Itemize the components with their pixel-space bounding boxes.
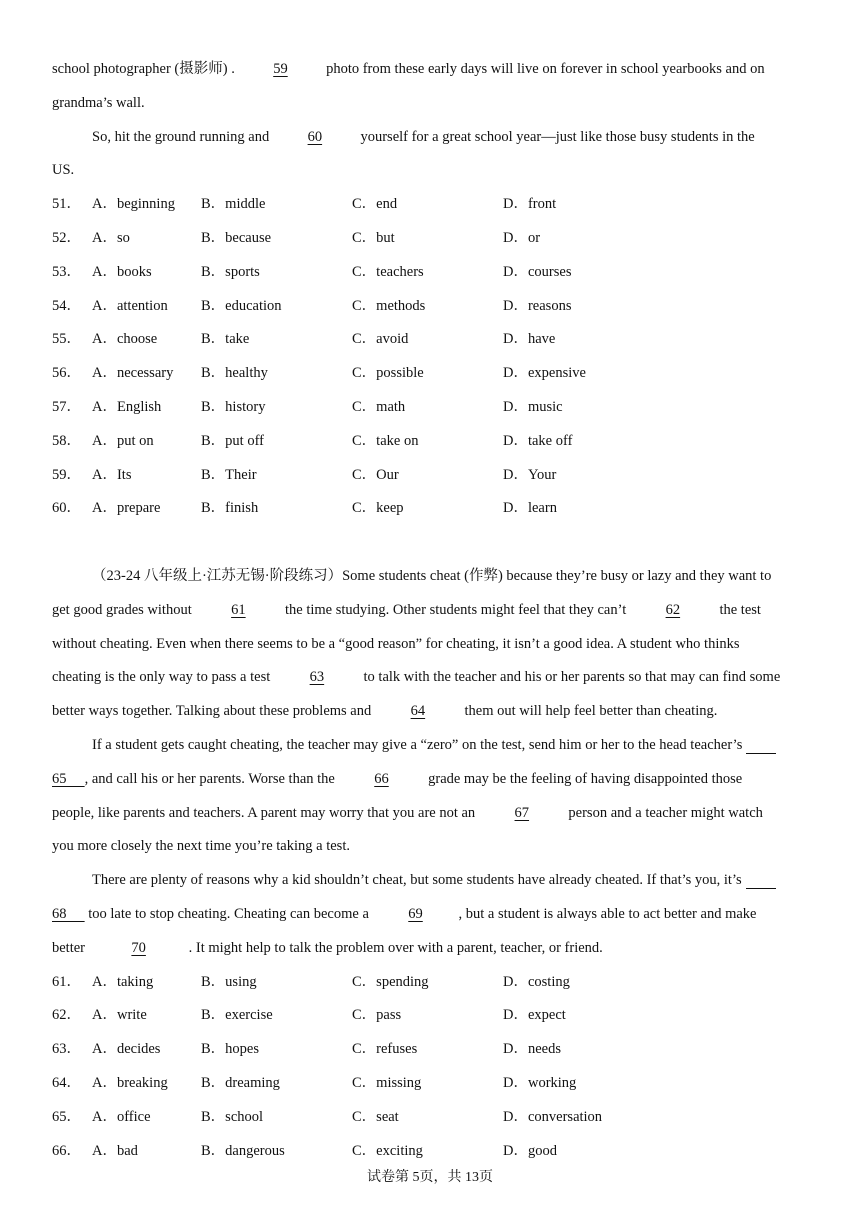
passage-line bbox=[52, 763, 812, 797]
text-span: . It might help to talk the problem over with a parent, teacher, or friend. bbox=[188, 939, 603, 956]
option-b: B．school bbox=[201, 1108, 264, 1125]
question-number: 54． bbox=[52, 297, 81, 314]
option-b: B．hopes bbox=[201, 1041, 259, 1058]
passage-line: without cheating. Even when there seems to be a “good reason” for cheating, it isn’t a good idea. A student who thinks bbox=[52, 635, 740, 652]
option-a: A．write bbox=[92, 1007, 147, 1024]
option-d: D．expensive bbox=[503, 365, 586, 382]
option-d: D．needs bbox=[503, 1041, 561, 1058]
passage-line bbox=[52, 594, 812, 628]
passage-line bbox=[52, 864, 812, 898]
blank-line bbox=[746, 872, 776, 889]
question-row bbox=[52, 1033, 812, 1067]
question-number: 51． bbox=[52, 196, 81, 213]
question-row bbox=[52, 323, 812, 357]
option-d: D．good bbox=[503, 1142, 557, 1159]
question-row bbox=[52, 966, 812, 1000]
blank-61: 61 bbox=[231, 601, 246, 618]
blank-66: 66 bbox=[374, 770, 389, 787]
question-number: 57． bbox=[52, 398, 81, 415]
question-list-51-60 bbox=[52, 188, 812, 526]
question-row bbox=[52, 999, 812, 1033]
option-d: D．reasons bbox=[503, 297, 572, 314]
option-b: B．finish bbox=[201, 500, 259, 517]
question-number: 63． bbox=[52, 1041, 81, 1058]
option-c: C．Our bbox=[352, 466, 399, 483]
question-number: 53． bbox=[52, 263, 81, 280]
passage-line: US. bbox=[52, 162, 75, 179]
option-a: A．attention bbox=[92, 297, 168, 314]
option-a: A．English bbox=[92, 398, 162, 415]
text-span: too late to stop cheating. Cheating can become a bbox=[88, 905, 369, 922]
question-row bbox=[52, 391, 812, 425]
option-b: B．education bbox=[201, 297, 282, 314]
option-c: C．keep bbox=[352, 500, 404, 517]
option-d: D．have bbox=[503, 331, 556, 348]
option-c: C．missing bbox=[352, 1074, 422, 1091]
option-b: B．middle bbox=[201, 196, 266, 213]
option-a: A．taking bbox=[92, 973, 154, 990]
text-span: If a student gets caught cheating, the teacher may give a “zero” on the test, send him or her to the head teacher’s bbox=[92, 736, 743, 753]
blank-64: 64 bbox=[410, 703, 426, 720]
option-d: D．music bbox=[503, 398, 563, 415]
text-span: photo from these early days will live on forever in school yearbooks and on bbox=[326, 61, 765, 77]
option-a: A．beginning bbox=[92, 196, 175, 213]
option-c: C．but bbox=[352, 229, 395, 246]
option-d: D．learn bbox=[503, 500, 557, 517]
question-number: 55． bbox=[52, 331, 81, 348]
question-row bbox=[52, 256, 812, 290]
spacer bbox=[52, 526, 812, 560]
option-b: B．dreaming bbox=[201, 1074, 280, 1091]
question-number: 64． bbox=[52, 1074, 81, 1091]
question-row bbox=[52, 1067, 812, 1101]
question-number: 65． bbox=[52, 1108, 81, 1125]
question-row bbox=[52, 1101, 812, 1135]
blank-67: 67 bbox=[514, 804, 530, 821]
exam-page bbox=[52, 53, 812, 1168]
question-number: 58． bbox=[52, 432, 81, 449]
option-c: C．exciting bbox=[352, 1142, 423, 1159]
passage-line bbox=[52, 53, 812, 87]
option-b: B．using bbox=[201, 973, 257, 990]
passage-line bbox=[52, 898, 812, 932]
text-span: cheating is the only way to pass a test bbox=[52, 669, 271, 686]
blank-60: 60 bbox=[307, 128, 323, 145]
option-c: C．methods bbox=[352, 297, 426, 314]
text-span: to talk with the teacher and his or her parents so that may can find some bbox=[363, 669, 781, 686]
option-b: B．because bbox=[201, 229, 272, 246]
text-span: There are plenty of reasons why a kid shouldn’t cheat, but some students have already cheated. If that’s you, it’s bbox=[92, 872, 742, 889]
question-number: 59． bbox=[52, 466, 81, 483]
option-c: C．possible bbox=[352, 365, 424, 382]
passage-line bbox=[52, 932, 812, 966]
text-span: the time studying. Other students might feel that they can’t bbox=[285, 601, 627, 618]
option-c: C．refuses bbox=[352, 1041, 418, 1058]
option-a: A．decides bbox=[92, 1041, 161, 1058]
blank-59: 59 bbox=[273, 61, 288, 77]
option-b: B．put off bbox=[201, 432, 264, 449]
text-span: yourself for a great school year—just like those busy students in the bbox=[360, 128, 755, 145]
text-span: , and call his or her parents. Worse than the bbox=[84, 770, 335, 787]
option-d: D．Your bbox=[503, 466, 557, 483]
text-span: better ways together. Talking about these problems and bbox=[52, 703, 372, 720]
option-c: C．seat bbox=[352, 1108, 399, 1125]
option-c: C．avoid bbox=[352, 331, 409, 348]
option-b: B．sports bbox=[201, 263, 260, 280]
text-span: people, like parents and teachers. A parent may worry that you are not an bbox=[52, 804, 476, 821]
option-a: A．prepare bbox=[92, 500, 161, 517]
question-row bbox=[52, 459, 812, 493]
option-c: C．end bbox=[352, 196, 398, 213]
text-span: , but a student is always able to act better and make bbox=[458, 905, 757, 922]
text-span: school photographer (摄影师) . bbox=[52, 61, 235, 77]
blank-68-number: 68 bbox=[52, 905, 67, 922]
passage-line bbox=[52, 797, 812, 831]
question-row bbox=[52, 290, 812, 324]
question-number: 61． bbox=[52, 973, 81, 990]
question-row bbox=[52, 1135, 812, 1169]
option-d: D．take off bbox=[503, 432, 573, 449]
option-d: D．expect bbox=[503, 1007, 566, 1024]
question-number: 56． bbox=[52, 365, 81, 382]
blank-63: 63 bbox=[309, 669, 325, 686]
option-b: B．Their bbox=[201, 466, 257, 483]
option-d: D．conversation bbox=[503, 1108, 603, 1125]
question-number: 60． bbox=[52, 500, 81, 517]
question-row bbox=[52, 222, 812, 256]
question-number: 66． bbox=[52, 1142, 81, 1159]
page-footer: 试卷第 5页，共 13页 bbox=[367, 1170, 493, 1185]
option-a: A．choose bbox=[92, 331, 158, 348]
blank-62: 62 bbox=[665, 601, 681, 618]
blank-line bbox=[746, 737, 776, 754]
blank-65-number: 65 bbox=[52, 770, 67, 787]
option-b: B．take bbox=[201, 331, 250, 348]
option-b: B．history bbox=[201, 398, 266, 415]
text-span: grade may be the feeling of having disappointed those bbox=[428, 770, 743, 787]
option-a: A．books bbox=[92, 263, 152, 280]
question-row bbox=[52, 188, 812, 222]
option-c: C．pass bbox=[352, 1007, 402, 1024]
blank-69: 69 bbox=[408, 905, 423, 922]
question-row bbox=[52, 425, 812, 459]
blank-65 bbox=[52, 771, 85, 787]
passage-line bbox=[52, 729, 812, 763]
option-d: D．courses bbox=[503, 263, 572, 280]
passage-line: （23-24 八年级上·江苏无锡·阶段练习）Some students cheat (作弊) because they’re busy or lazy and they want to bbox=[92, 567, 772, 584]
passage-line: you more closely the next time you’re taking a test. bbox=[52, 838, 350, 855]
option-a: A．bad bbox=[92, 1142, 138, 1159]
question-row bbox=[52, 357, 812, 391]
option-c: C．spending bbox=[352, 973, 429, 990]
option-a: A．Its bbox=[92, 466, 132, 483]
passage-line bbox=[52, 121, 812, 155]
text-span: them out will help feel better than cheating. bbox=[464, 703, 718, 720]
option-a: A．put on bbox=[92, 432, 154, 449]
option-d: D．costing bbox=[503, 973, 570, 990]
blank-68 bbox=[52, 906, 85, 922]
text-span: person and a teacher might watch bbox=[568, 804, 763, 821]
question-list-61-66 bbox=[52, 966, 812, 1169]
passage-line: grandma’s wall. bbox=[52, 94, 145, 111]
option-a: A．breaking bbox=[92, 1074, 168, 1091]
text-span: better bbox=[52, 939, 86, 956]
option-d: D．front bbox=[503, 196, 557, 213]
option-a: A．necessary bbox=[92, 365, 174, 382]
text-span: the test bbox=[719, 601, 761, 618]
option-b: B．healthy bbox=[201, 365, 268, 382]
text-span: So, hit the ground running and bbox=[92, 128, 270, 145]
option-d: D．working bbox=[503, 1074, 577, 1091]
option-b: B．dangerous bbox=[201, 1142, 285, 1159]
option-c: C．take on bbox=[352, 432, 419, 449]
text-span: get good grades without bbox=[52, 601, 192, 618]
passage-line bbox=[52, 661, 812, 695]
question-number: 62． bbox=[52, 1007, 81, 1024]
question-number: 52． bbox=[52, 229, 81, 246]
option-c: C．teachers bbox=[352, 263, 424, 280]
question-row bbox=[52, 492, 812, 526]
option-a: A．so bbox=[92, 229, 130, 246]
option-a: A．office bbox=[92, 1108, 151, 1125]
passage-line bbox=[52, 695, 812, 729]
option-b: B．exercise bbox=[201, 1007, 273, 1024]
option-d: D．or bbox=[503, 229, 541, 246]
option-c: C．math bbox=[352, 398, 406, 415]
blank-70: 70 bbox=[131, 939, 146, 956]
